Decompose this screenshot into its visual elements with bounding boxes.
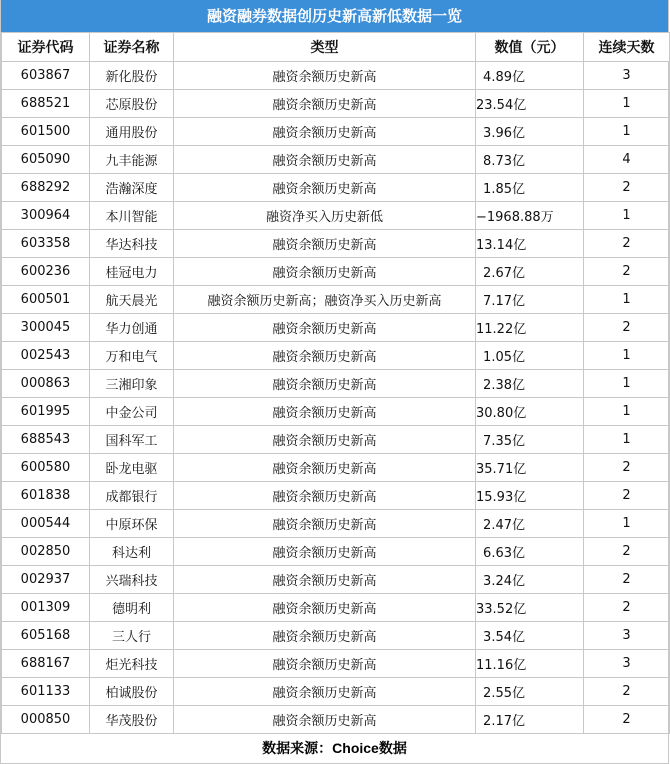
cell-type: 融资余额历史新高 — [174, 258, 476, 286]
cell-value: 2.47亿 — [476, 510, 584, 538]
cell-code: 002543 — [2, 342, 90, 370]
cell-value: 7.17亿 — [476, 286, 584, 314]
cell-name: 卧龙电驱 — [90, 454, 174, 482]
cell-code: 300045 — [2, 314, 90, 342]
cell-days: 2 — [584, 454, 670, 482]
table-title: 融资融券数据创历史新高新低数据一览 — [1, 0, 668, 32]
cell-value: 6.63亿 — [476, 538, 584, 566]
cell-code: 600236 — [2, 258, 90, 286]
cell-days: 1 — [584, 118, 670, 146]
header-value: 数值（元） — [476, 33, 584, 62]
cell-type: 融资余额历史新高 — [174, 230, 476, 258]
cell-days: 4 — [584, 146, 670, 174]
cell-type: 融资余额历史新高 — [174, 594, 476, 622]
cell-code: 300964 — [2, 202, 90, 230]
header-code: 证券代码 — [2, 33, 90, 62]
cell-type: 融资净买入历史新低 — [174, 202, 476, 230]
cell-code: 688292 — [2, 174, 90, 202]
cell-days: 1 — [584, 286, 670, 314]
table-row — [2, 62, 670, 90]
cell-code: 605168 — [2, 622, 90, 650]
cell-code: 601500 — [2, 118, 90, 146]
table-row — [2, 706, 670, 734]
cell-days: 3 — [584, 650, 670, 678]
cell-code: 000863 — [2, 370, 90, 398]
table-row — [2, 426, 670, 454]
cell-days: 1 — [584, 398, 670, 426]
table-row — [2, 258, 670, 286]
cell-value: 35.71亿 — [476, 454, 584, 482]
cell-type: 融资余额历史新高 — [174, 538, 476, 566]
cell-code: 000850 — [2, 706, 90, 734]
cell-code: 601838 — [2, 482, 90, 510]
cell-name: 国科军工 — [90, 426, 174, 454]
cell-value: 2.17亿 — [476, 706, 584, 734]
cell-name: 航天晨光 — [90, 286, 174, 314]
cell-type: 融资余额历史新高 — [174, 650, 476, 678]
table-row — [2, 146, 670, 174]
cell-type: 融资余额历史新高 — [174, 622, 476, 650]
cell-value: 3.54亿 — [476, 622, 584, 650]
data-table — [1, 32, 670, 734]
cell-days: 1 — [584, 370, 670, 398]
cell-code: 601995 — [2, 398, 90, 426]
footer-source: Choice数据 — [332, 740, 407, 756]
cell-value: 30.80亿 — [476, 398, 584, 426]
table-row — [2, 454, 670, 482]
cell-type: 融资余额历史新高 — [174, 566, 476, 594]
cell-code: 603867 — [2, 62, 90, 90]
cell-type: 融资余额历史新高 — [174, 706, 476, 734]
cell-name: 华达科技 — [90, 230, 174, 258]
cell-days: 2 — [584, 678, 670, 706]
cell-name: 中原环保 — [90, 510, 174, 538]
cell-name: 成都银行 — [90, 482, 174, 510]
cell-name: 芯原股份 — [90, 90, 174, 118]
cell-value: 7.35亿 — [476, 426, 584, 454]
cell-type: 融资余额历史新高 — [174, 90, 476, 118]
cell-type: 融资余额历史新高 — [174, 118, 476, 146]
header-days: 连续天数 — [584, 33, 670, 62]
cell-name: 德明利 — [90, 594, 174, 622]
cell-value: 11.16亿 — [476, 650, 584, 678]
cell-days: 1 — [584, 426, 670, 454]
cell-value: 1.85亿 — [476, 174, 584, 202]
table-row — [2, 118, 670, 146]
cell-name: 万和电气 — [90, 342, 174, 370]
cell-name: 兴瑞科技 — [90, 566, 174, 594]
cell-type: 融资余额历史新高 — [174, 482, 476, 510]
cell-type: 融资余额历史新高 — [174, 370, 476, 398]
cell-type: 融资余额历史新高 — [174, 314, 476, 342]
cell-type: 融资余额历史新高 — [174, 342, 476, 370]
table-row — [2, 286, 670, 314]
cell-name: 三人行 — [90, 622, 174, 650]
table-row — [2, 678, 670, 706]
cell-value: 13.14亿 — [476, 230, 584, 258]
cell-code: 000544 — [2, 510, 90, 538]
cell-name: 炬光科技 — [90, 650, 174, 678]
cell-code: 603358 — [2, 230, 90, 258]
cell-value: 11.22亿 — [476, 314, 584, 342]
cell-type: 融资余额历史新高 — [174, 678, 476, 706]
cell-name: 柏诚股份 — [90, 678, 174, 706]
cell-value: −1968.88万 — [476, 202, 584, 230]
table-row — [2, 314, 670, 342]
cell-code: 600580 — [2, 454, 90, 482]
cell-name: 浩瀚深度 — [90, 174, 174, 202]
cell-value: 2.55亿 — [476, 678, 584, 706]
cell-type: 融资余额历史新高 — [174, 454, 476, 482]
cell-code: 688521 — [2, 90, 90, 118]
cell-value: 1.05亿 — [476, 342, 584, 370]
cell-value: 3.24亿 — [476, 566, 584, 594]
table-row — [2, 370, 670, 398]
cell-code: 002937 — [2, 566, 90, 594]
cell-days: 2 — [584, 594, 670, 622]
header-type: 类型 — [174, 33, 476, 62]
cell-value: 8.73亿 — [476, 146, 584, 174]
header-row — [2, 33, 670, 62]
cell-name: 科达利 — [90, 538, 174, 566]
cell-name: 中金公司 — [90, 398, 174, 426]
cell-value: 4.89亿 — [476, 62, 584, 90]
cell-value: 15.93亿 — [476, 482, 584, 510]
cell-days: 2 — [584, 314, 670, 342]
cell-days: 1 — [584, 202, 670, 230]
cell-name: 桂冠电力 — [90, 258, 174, 286]
cell-days: 2 — [584, 566, 670, 594]
table-row — [2, 482, 670, 510]
cell-type: 融资余额历史新高 — [174, 62, 476, 90]
table-row — [2, 174, 670, 202]
cell-days: 2 — [584, 482, 670, 510]
cell-type: 融资余额历史新高 — [174, 398, 476, 426]
table-row — [2, 398, 670, 426]
table-row — [2, 566, 670, 594]
table-row — [2, 594, 670, 622]
cell-type: 融资余额历史新高 — [174, 426, 476, 454]
cell-type: 融资余额历史新高 — [174, 146, 476, 174]
cell-days: 1 — [584, 510, 670, 538]
cell-days: 3 — [584, 622, 670, 650]
table-row — [2, 622, 670, 650]
cell-code: 688167 — [2, 650, 90, 678]
cell-days: 2 — [584, 538, 670, 566]
table-row — [2, 90, 670, 118]
cell-value: 2.67亿 — [476, 258, 584, 286]
cell-name: 本川智能 — [90, 202, 174, 230]
cell-name: 华力创通 — [90, 314, 174, 342]
table-row — [2, 510, 670, 538]
table-row — [2, 650, 670, 678]
table-body — [2, 62, 670, 734]
cell-code: 605090 — [2, 146, 90, 174]
cell-code: 600501 — [2, 286, 90, 314]
cell-name: 新化股份 — [90, 62, 174, 90]
cell-value: 2.38亿 — [476, 370, 584, 398]
cell-days: 2 — [584, 230, 670, 258]
header-name: 证券名称 — [90, 33, 174, 62]
table-row — [2, 342, 670, 370]
cell-code: 001309 — [2, 594, 90, 622]
cell-code: 688543 — [2, 426, 90, 454]
cell-value: 3.96亿 — [476, 118, 584, 146]
cell-days: 2 — [584, 174, 670, 202]
cell-days: 2 — [584, 258, 670, 286]
footer-label: 数据来源： — [262, 741, 333, 757]
cell-days: 1 — [584, 342, 670, 370]
cell-type: 融资余额历史新高；融资净买入历史新高 — [174, 286, 476, 314]
data-source-footer — [1, 734, 668, 764]
table-row — [2, 230, 670, 258]
cell-days: 2 — [584, 706, 670, 734]
cell-days: 1 — [584, 90, 670, 118]
cell-code: 002850 — [2, 538, 90, 566]
cell-type: 融资余额历史新高 — [174, 174, 476, 202]
cell-name: 通用股份 — [90, 118, 174, 146]
cell-value: 33.52亿 — [476, 594, 584, 622]
table-row — [2, 538, 670, 566]
table-row — [2, 202, 670, 230]
cell-type: 融资余额历史新高 — [174, 510, 476, 538]
cell-days: 3 — [584, 62, 670, 90]
cell-name: 九丰能源 — [90, 146, 174, 174]
cell-name: 三湘印象 — [90, 370, 174, 398]
cell-value: 23.54亿 — [476, 90, 584, 118]
cell-name: 华茂股份 — [90, 706, 174, 734]
cell-code: 601133 — [2, 678, 90, 706]
